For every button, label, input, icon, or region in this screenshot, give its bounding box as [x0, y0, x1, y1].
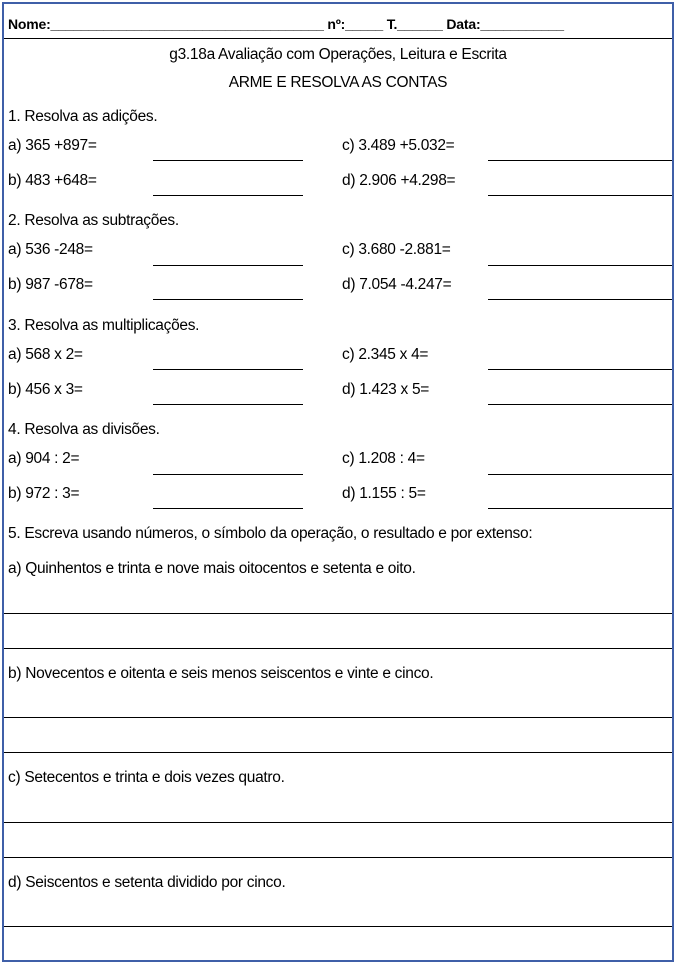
section-2-heading: 2. Resolva as subtrações. [8, 212, 179, 229]
exercise-4c: c) 1.208 : 4= [342, 450, 425, 467]
writing-line-5a-2[interactable] [4, 648, 672, 649]
writing-line-5a-1[interactable] [4, 613, 672, 614]
answer-line-4b[interactable] [153, 508, 303, 509]
header-bar [4, 4, 672, 39]
exercise-2b: b) 987 -678= [8, 276, 93, 293]
answer-line-1d[interactable] [488, 195, 672, 196]
answer-line-3a[interactable] [153, 369, 303, 370]
writing-line-5c-1[interactable] [4, 822, 672, 823]
section-1-heading: 1. Resolva as adições. [8, 108, 158, 125]
exercise-5d: d) Seiscentos e setenta dividido por cinco. [8, 874, 286, 891]
answer-line-2a[interactable] [153, 265, 303, 266]
exercise-2c: c) 3.680 -2.881= [342, 241, 451, 258]
exercise-4d: d) 1.155 : 5= [342, 485, 426, 502]
exercise-1d: d) 2.906 +4.298= [342, 172, 456, 189]
answer-line-4c[interactable] [488, 474, 672, 475]
answer-line-1c[interactable] [488, 160, 672, 161]
exercise-2d: d) 7.054 -4.247= [342, 276, 452, 293]
writing-line-5c-2[interactable] [4, 857, 672, 858]
exercise-2a: a) 536 -248= [8, 241, 93, 258]
exercise-3d: d) 1.423 x 5= [342, 381, 430, 398]
header-fields: Nome:____________________________________ nº:_____ T.______ Data:___________ [8, 16, 564, 32]
answer-line-1a[interactable] [153, 160, 303, 161]
worksheet-page [2, 2, 674, 962]
section-3-heading: 3. Resolva as multiplicações. [8, 317, 200, 334]
section-5-heading: 5. Escreva usando números, o símbolo da operação, o resultado e por extenso: [8, 525, 533, 542]
exercise-5a: a) Quinhentos e trinta e nove mais oitocentos e setenta e oito. [8, 560, 416, 577]
exercise-1c: c) 3.489 +5.032= [342, 137, 455, 154]
exercise-3c: c) 2.345 x 4= [342, 346, 429, 363]
writing-line-5b-2[interactable] [4, 752, 672, 753]
answer-line-3d[interactable] [488, 404, 672, 405]
answer-line-2b[interactable] [153, 299, 303, 300]
answer-line-4d[interactable] [488, 508, 672, 509]
exercise-1a: a) 365 +897= [8, 137, 97, 154]
exercise-3b: b) 456 x 3= [8, 381, 83, 398]
answer-line-3b[interactable] [153, 404, 303, 405]
answer-line-4a[interactable] [153, 474, 303, 475]
writing-line-5b-1[interactable] [4, 717, 672, 718]
answer-line-3c[interactable] [488, 369, 672, 370]
worksheet-title: g3.18a Avaliação com Operações, Leitura e Escrita [169, 46, 507, 63]
exercise-5b: b) Novecentos e oitenta e seis menos seiscentos e vinte e cinco. [8, 665, 434, 682]
answer-line-1b[interactable] [153, 195, 303, 196]
answer-line-2d[interactable] [488, 299, 672, 300]
writing-line-5d-1[interactable] [4, 926, 672, 927]
section-4-heading: 4. Resolva as divisões. [8, 421, 160, 438]
exercise-1b: b) 483 +648= [8, 172, 97, 189]
answer-line-2c[interactable] [488, 265, 672, 266]
exercise-4b: b) 972 : 3= [8, 485, 80, 502]
worksheet-subtitle: ARME E RESOLVA AS CONTAS [228, 74, 448, 91]
exercise-3a: a) 568 x 2= [8, 346, 83, 363]
exercise-4a: a) 904 : 2= [8, 450, 80, 467]
exercise-5c: c) Setecentos e trinta e dois vezes quatro. [8, 769, 285, 786]
